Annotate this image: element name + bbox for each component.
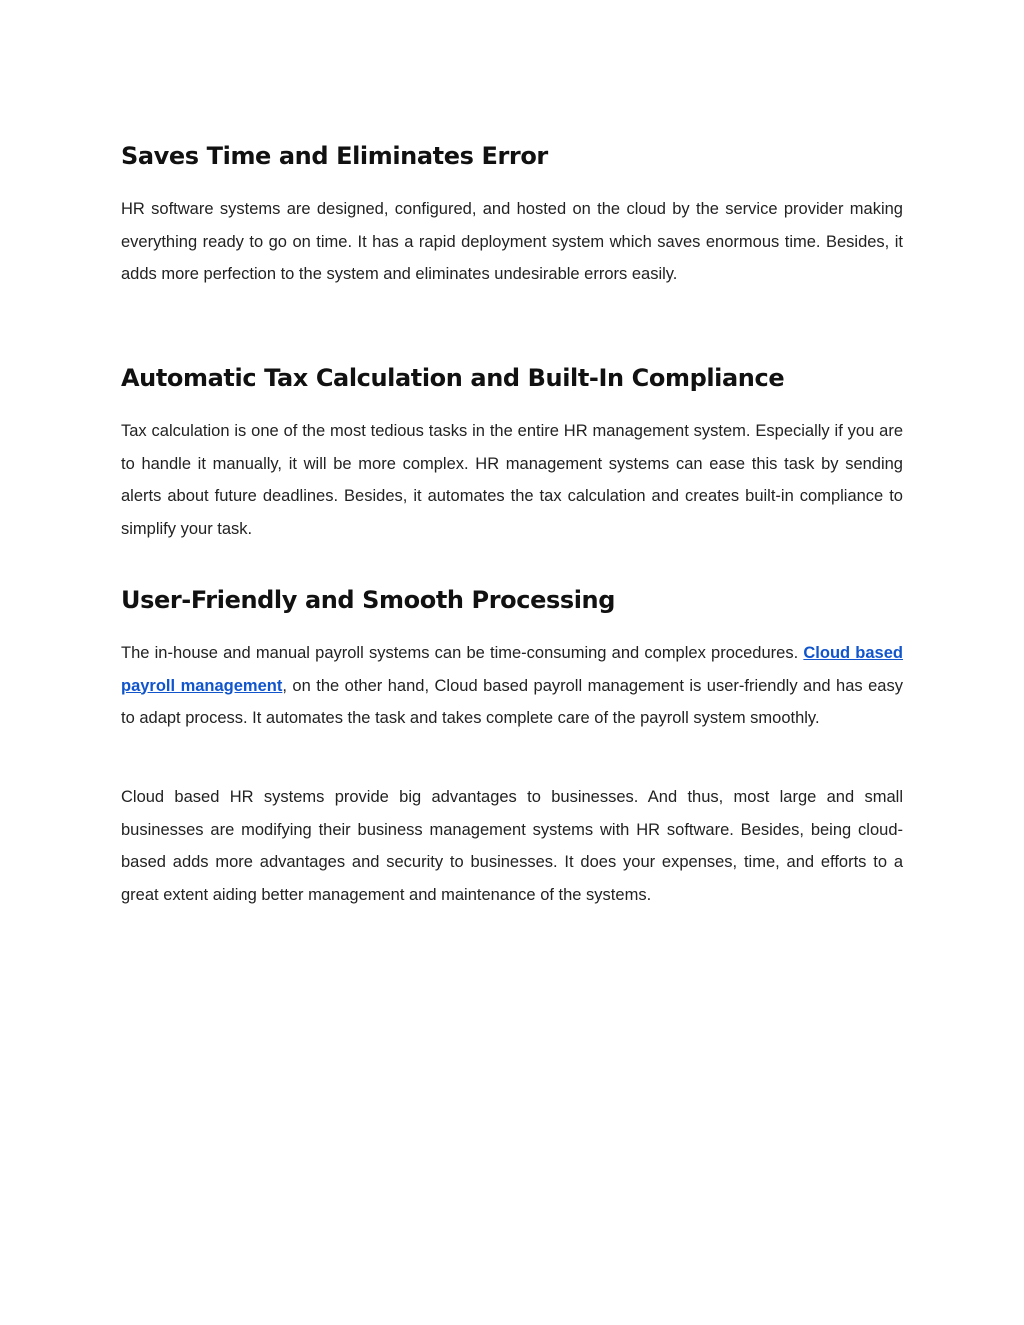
paragraph-intro-text: The in-house and manual payroll systems can be time-consuming and complex procedures. — [121, 644, 799, 662]
section-paragraph-user-friendly — [121, 637, 903, 735]
section-heading-user-friendly: User-Friendly and Smooth Processing — [121, 586, 616, 614]
section-paragraph-tax-calculation: Tax calculation is one of the most tedious tasks in the entire HR management system. Especially if you are to handle it manually, it will be more complex. HR management systems can ease this task by sending alerts about future deadlines. Besides, it automates the tax calculation and creates built-in compliance to simplify your task. — [121, 422, 903, 538]
section-paragraph-cloud-hr: Cloud based HR systems provide big advantages to businesses. And thus, most large and small businesses are modifying their business management systems with HR software. Besides, being cloud-based adds more advantages and security to businesses. It does your expenses, time, and efforts to a great extent aiding better management and maintenance of the systems. — [121, 788, 903, 904]
section-paragraph-saves-time: HR software systems are designed, configured, and hosted on the cloud by the service provider making everything ready to go on time. It has a rapid deployment system which saves enormous time. Besides, it adds more perfection to the system and eliminates undesirable errors easily. — [121, 200, 903, 283]
section-heading-saves-time: Saves Time and Eliminates Error — [121, 142, 548, 170]
paragraph-rest-text: , on the other hand, Cloud based payroll management is user-friendly and has easy to adapt process. It automates the task and takes complete care of the payroll system smoothly. — [121, 676, 903, 727]
section-heading-tax-calculation: Automatic Tax Calculation and Built-In Compliance — [121, 364, 785, 392]
cloud-payroll-link[interactable]: Cloud based payroll management — [121, 644, 903, 695]
